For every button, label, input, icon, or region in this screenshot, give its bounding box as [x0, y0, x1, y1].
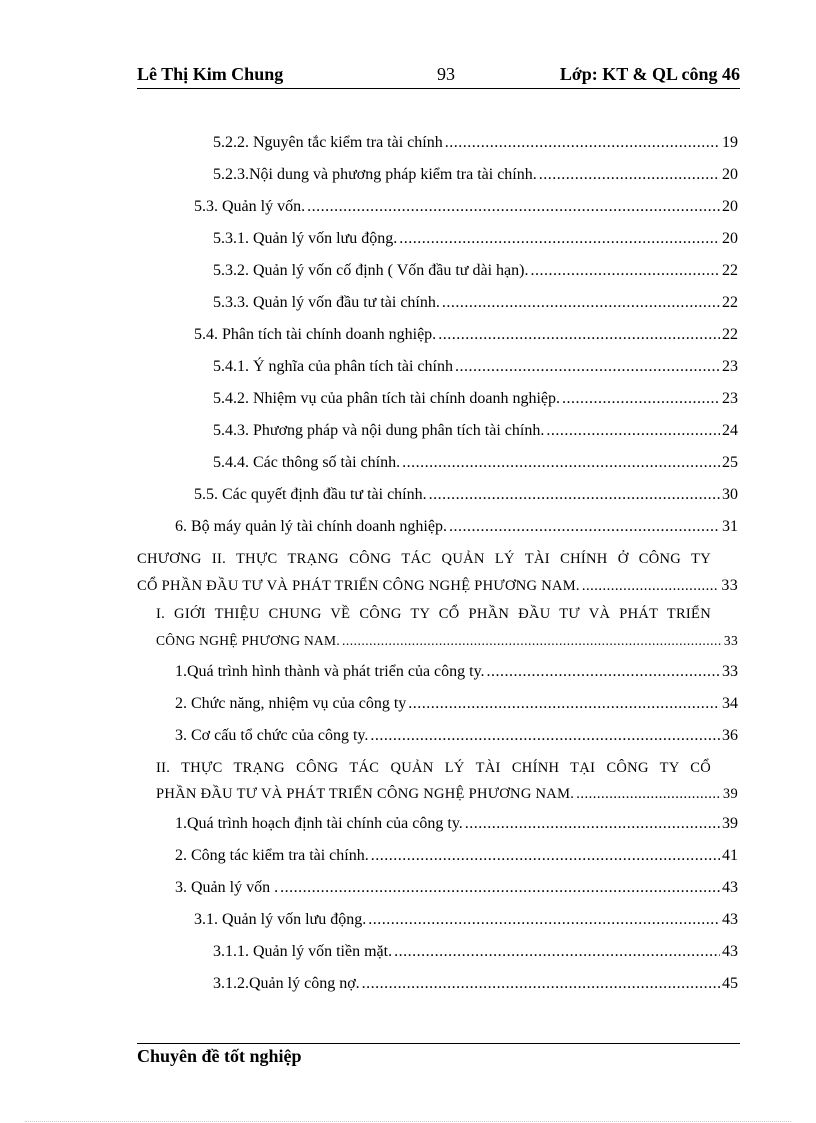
toc-entry-page: 43	[722, 911, 738, 928]
toc-entry-page: 22	[722, 262, 738, 279]
toc-entry-title: 5.4.2. Nhiệm vụ của phân tích tài chính doanh nghiệp.	[213, 390, 561, 407]
section-heading-line: II. THỰC TRẠNG CÔNG TÁC QUẢN LÝ TÀI CHÍNH TẠI CÔNG TY CỔ	[156, 760, 711, 776]
toc-entry-page: 39	[722, 815, 738, 832]
toc-entry	[213, 358, 738, 380]
toc-entry	[194, 198, 738, 220]
toc-leader	[546, 422, 720, 440]
toc-entry-page: 33	[722, 663, 738, 680]
toc-entry-title: 5.5. Các quyết định đầu tư tài chính.	[194, 486, 427, 503]
toc-entry-title: 5.3.2. Quản lý vốn cố định ( Vốn đầu tư dài hạn).	[213, 262, 529, 279]
toc-entry	[175, 518, 738, 540]
toc-entry	[175, 847, 738, 869]
toc-leader	[442, 294, 720, 312]
toc-leader	[408, 695, 720, 713]
toc-entry-page: 22	[722, 294, 738, 311]
toc-entry-title: 1.Quá trình hình thành và phát triển của công ty.	[175, 663, 485, 680]
toc-entry-title: 2. Công tác kiểm tra tài chính.	[175, 847, 369, 864]
toc-leader	[539, 166, 720, 184]
page-footer	[137, 1043, 740, 1067]
toc-entry-title: 3.1. Quản lý vốn lưu động.	[194, 911, 367, 928]
toc-entry-page: 33	[721, 577, 738, 594]
toc-entry-page: 24	[722, 422, 738, 439]
toc-entry-page: 39	[722, 786, 738, 802]
toc-entry-title: PHẦN ĐẦU TƯ VÀ PHÁT TRIỂN CÔNG NGHỆ PHƯƠNG NAM.	[156, 786, 575, 802]
toc-entry	[213, 166, 738, 188]
toc-entry-page: 30	[722, 486, 738, 503]
toc-leader	[394, 943, 720, 961]
toc-entry-page: 34	[722, 695, 738, 712]
toc-entry-title: 6. Bộ máy quản lý tài chính doanh nghiệp.	[175, 518, 447, 535]
toc-leader	[562, 390, 720, 408]
toc-leader	[371, 847, 720, 865]
toc-leader	[455, 358, 720, 376]
toc-entry	[213, 975, 738, 997]
toc-entry-title: 5.3.1. Quản lý vốn lưu động.	[213, 230, 398, 247]
toc-entry	[175, 695, 738, 717]
header-class: Lớp: KT & QL công 46	[559, 64, 740, 84]
chapter-heading-line: CHƯƠNG II. THỰC TRẠNG CÔNG TÁC QUẢN LÝ TÀI CHÍNH Ở CÔNG TY	[137, 551, 711, 567]
toc-leader	[438, 326, 720, 344]
toc-entry-title: 5.2.2. Nguyên tắc kiểm tra tài chính	[213, 134, 443, 151]
toc-entry	[213, 230, 738, 252]
toc-entry	[213, 390, 738, 412]
toc-entry	[175, 727, 738, 749]
toc-entry-page: 20	[722, 230, 738, 247]
toc-leader	[368, 911, 720, 929]
toc-entry-page: 20	[722, 166, 738, 183]
toc-entry	[175, 815, 738, 837]
toc-entry-title: 5.4.4. Các thông số tài chính.	[213, 454, 401, 471]
toc-entry	[194, 911, 738, 933]
toc-leader	[449, 518, 720, 536]
toc-entry-title: 5.2.3.Nội dung và phương pháp kiểm tra tài chính.	[213, 166, 537, 183]
toc-entry-page: 20	[722, 198, 738, 215]
toc-leader	[342, 633, 722, 649]
toc-entry	[213, 422, 738, 444]
toc-entry	[175, 879, 738, 901]
page-edge-divider	[25, 1121, 791, 1122]
toc-entry-page: 33	[723, 633, 738, 648]
toc-entry-page: 36	[722, 727, 738, 744]
toc-entry	[213, 454, 738, 476]
toc-entry-title: 3. Cơ cấu tổ chức của công ty.	[175, 727, 369, 744]
toc-entry-title: 5.4.3. Phương pháp và nội dung phân tích tài chính.	[213, 422, 545, 439]
toc-entry	[213, 294, 738, 316]
toc-leader	[576, 786, 721, 803]
toc-leader	[370, 727, 720, 745]
toc-entry	[194, 486, 738, 508]
toc-entry-title: 5.4.1. Ý nghĩa của phân tích tài chính	[213, 358, 453, 375]
toc-entry-page: 45	[722, 975, 738, 992]
page-header	[137, 62, 740, 89]
header-author: Lê Thị Kim Chung	[137, 64, 284, 84]
toc-leader	[402, 454, 720, 472]
toc-entry	[213, 943, 738, 965]
toc-entry-title: 5.4. Phân tích tài chính doanh nghiệp.	[194, 326, 437, 343]
section-heading-line: I. GIỚI THIỆU CHUNG VỀ CÔNG TY CỔ PHẦN ĐẦU TƯ VÀ PHÁT TRIỂN	[156, 606, 711, 622]
toc-entry-page: 43	[722, 943, 738, 960]
toc-leader	[582, 578, 720, 595]
toc-entry-title: CÔNG NGHỆ PHƯƠNG NAM.	[156, 633, 341, 648]
toc-entry-title: 3.1.2.Quản lý công nợ.	[213, 975, 360, 992]
toc-entry-page: 25	[722, 454, 738, 471]
toc-entry-page: 41	[722, 847, 738, 864]
toc-entry-title: 1.Quá trình hoạch định tài chính của công ty.	[175, 815, 463, 832]
toc-entry-page: 23	[722, 390, 738, 407]
section-heading-entry	[156, 786, 738, 808]
toc-entry-title: 5.3. Quản lý vốn.	[194, 198, 306, 215]
toc-entry-page: 31	[722, 518, 738, 535]
footer-text: Chuyên đề tốt nghiệp	[137, 1046, 302, 1066]
toc-leader	[429, 486, 720, 504]
toc-entry-title: 3. Quản lý vốn .	[175, 879, 279, 896]
toc-leader	[445, 134, 720, 152]
toc-leader	[399, 230, 720, 248]
toc-entry-title: 2. Chức năng, nhiệm vụ của công ty	[175, 695, 407, 712]
chapter-heading-entry	[137, 577, 738, 599]
toc-entry-page: 22	[722, 326, 738, 343]
toc-leader	[280, 879, 720, 897]
toc-entry	[175, 663, 738, 685]
toc-leader	[465, 815, 720, 833]
toc-entry-title: 3.1.1. Quản lý vốn tiền mặt.	[213, 943, 393, 960]
header-page-number: 93	[437, 64, 455, 84]
toc-entry-page: 43	[722, 879, 738, 896]
toc-entry-title: CỔ PHẦN ĐẦU TƯ VÀ PHÁT TRIỂN CÔNG NGHỆ PHƯƠNG NAM.	[137, 578, 580, 594]
toc-leader	[362, 975, 720, 993]
toc-leader	[487, 663, 720, 681]
toc-leader	[307, 198, 720, 216]
toc-leader	[530, 262, 720, 280]
toc-entry-title: 5.3.3. Quản lý vốn đầu tư tài chính.	[213, 294, 440, 311]
toc-entry	[194, 326, 738, 348]
toc-entry	[213, 262, 738, 284]
toc-entry-page: 23	[722, 358, 738, 375]
toc-entry	[213, 134, 738, 156]
section-heading-entry	[156, 633, 738, 655]
toc-entry-page: 19	[722, 134, 738, 151]
